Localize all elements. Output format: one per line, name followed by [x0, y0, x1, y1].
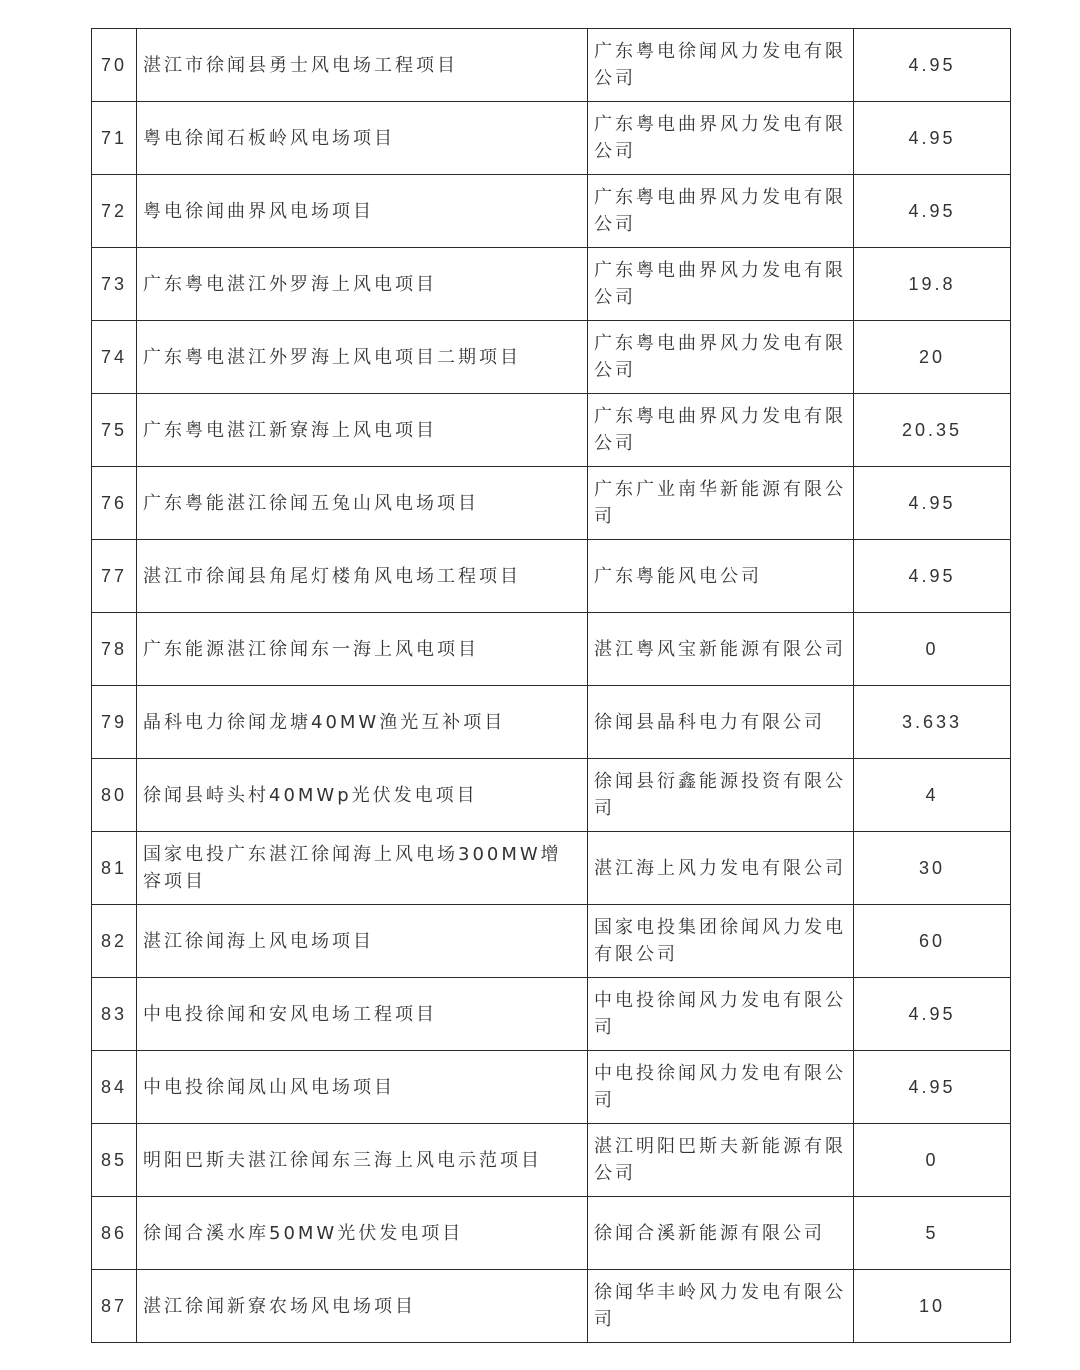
- project-name: 粤电徐闻石板岭风电场项目: [137, 102, 588, 175]
- company-name: 徐闻县衍鑫能源投资有限公司: [588, 759, 854, 832]
- table-row: [92, 978, 1011, 1051]
- project-name: 国家电投广东湛江徐闻海上风电场300MW增容项目: [137, 832, 588, 905]
- company-name: 国家电投集团徐闻风力发电有限公司: [588, 905, 854, 978]
- project-name: 湛江市徐闻县勇士风电场工程项目: [137, 29, 588, 102]
- company-name: 中电投徐闻风力发电有限公司: [588, 978, 854, 1051]
- table-row: [92, 102, 1011, 175]
- company-name: 广东粤电徐闻风力发电有限公司: [588, 29, 854, 102]
- value-cell: 20.35: [854, 394, 1011, 467]
- value-cell: 4: [854, 759, 1011, 832]
- company-name: 广东粤电曲界风力发电有限公司: [588, 102, 854, 175]
- value-cell: 4.95: [854, 978, 1011, 1051]
- value-cell: 4.95: [854, 1051, 1011, 1124]
- company-name: 广东粤电曲界风力发电有限公司: [588, 321, 854, 394]
- project-name: 徐闻合溪水库50MW光伏发电项目: [137, 1197, 588, 1270]
- row-number: 86: [92, 1197, 137, 1270]
- table-row: [92, 686, 1011, 759]
- company-name: 徐闻县晶科电力有限公司: [588, 686, 854, 759]
- project-name: 湛江徐闻新寮农场风电场项目: [137, 1270, 588, 1343]
- project-name: 粤电徐闻曲界风电场项目: [137, 175, 588, 248]
- project-name: 徐闻县峙头村40MWp光伏发电项目: [137, 759, 588, 832]
- value-cell: 0: [854, 1124, 1011, 1197]
- table-row: [92, 467, 1011, 540]
- table-row: [92, 759, 1011, 832]
- row-number: 80: [92, 759, 137, 832]
- company-name: 湛江明阳巴斯夫新能源有限公司: [588, 1124, 854, 1197]
- company-name: 徐闻华丰岭风力发电有限公司: [588, 1270, 854, 1343]
- value-cell: 4.95: [854, 102, 1011, 175]
- table-row: [92, 1051, 1011, 1124]
- table-row: [92, 394, 1011, 467]
- value-cell: 60: [854, 905, 1011, 978]
- row-number: 84: [92, 1051, 137, 1124]
- value-cell: 3.633: [854, 686, 1011, 759]
- row-number: 87: [92, 1270, 137, 1343]
- row-number: 74: [92, 321, 137, 394]
- row-number: 79: [92, 686, 137, 759]
- company-name: 广东粤能风电公司: [588, 540, 854, 613]
- project-name: 广东粤电湛江外罗海上风电项目: [137, 248, 588, 321]
- table-row: [92, 1270, 1011, 1343]
- project-name: 湛江徐闻海上风电场项目: [137, 905, 588, 978]
- row-number: 76: [92, 467, 137, 540]
- table-row: [92, 29, 1011, 102]
- table-row: [92, 321, 1011, 394]
- table-row: [92, 248, 1011, 321]
- company-name: 广东粤电曲界风力发电有限公司: [588, 394, 854, 467]
- company-name: 广东粤电曲界风力发电有限公司: [588, 248, 854, 321]
- value-cell: 4.95: [854, 175, 1011, 248]
- row-number: 70: [92, 29, 137, 102]
- row-number: 82: [92, 905, 137, 978]
- company-name: 湛江粤风宝新能源有限公司: [588, 613, 854, 686]
- value-cell: 0: [854, 613, 1011, 686]
- company-name: 中电投徐闻风力发电有限公司: [588, 1051, 854, 1124]
- project-name: 广东能源湛江徐闻东一海上风电项目: [137, 613, 588, 686]
- project-table-body: [92, 29, 1011, 1343]
- project-name: 广东粤电湛江新寮海上风电项目: [137, 394, 588, 467]
- table-row: [92, 175, 1011, 248]
- row-number: 73: [92, 248, 137, 321]
- project-name: 中电投徐闻凤山风电场项目: [137, 1051, 588, 1124]
- project-name: 广东粤能湛江徐闻五兔山风电场项目: [137, 467, 588, 540]
- row-number: 75: [92, 394, 137, 467]
- row-number: 71: [92, 102, 137, 175]
- project-name: 湛江市徐闻县角尾灯楼角风电场工程项目: [137, 540, 588, 613]
- table-row: [92, 1197, 1011, 1270]
- value-cell: 10: [854, 1270, 1011, 1343]
- company-name: 徐闻合溪新能源有限公司: [588, 1197, 854, 1270]
- table-row: [92, 540, 1011, 613]
- company-name: 广东粤电曲界风力发电有限公司: [588, 175, 854, 248]
- project-name: 晶科电力徐闻龙塘40MW渔光互补项目: [137, 686, 588, 759]
- row-number: 85: [92, 1124, 137, 1197]
- project-name: 广东粤电湛江外罗海上风电项目二期项目: [137, 321, 588, 394]
- row-number: 83: [92, 978, 137, 1051]
- row-number: 81: [92, 832, 137, 905]
- value-cell: 4.95: [854, 29, 1011, 102]
- table-row: [92, 905, 1011, 978]
- value-cell: 30: [854, 832, 1011, 905]
- company-name: 广东广业南华新能源有限公司: [588, 467, 854, 540]
- row-number: 72: [92, 175, 137, 248]
- company-name: 湛江海上风力发电有限公司: [588, 832, 854, 905]
- project-table: [91, 28, 1011, 1343]
- value-cell: 20: [854, 321, 1011, 394]
- value-cell: 19.8: [854, 248, 1011, 321]
- value-cell: 4.95: [854, 467, 1011, 540]
- row-number: 78: [92, 613, 137, 686]
- table-row: [92, 1124, 1011, 1197]
- project-name: 明阳巴斯夫湛江徐闻东三海上风电示范项目: [137, 1124, 588, 1197]
- value-cell: 5: [854, 1197, 1011, 1270]
- row-number: 77: [92, 540, 137, 613]
- table-row: [92, 613, 1011, 686]
- project-name: 中电投徐闻和安风电场工程项目: [137, 978, 588, 1051]
- table-row: [92, 832, 1011, 905]
- value-cell: 4.95: [854, 540, 1011, 613]
